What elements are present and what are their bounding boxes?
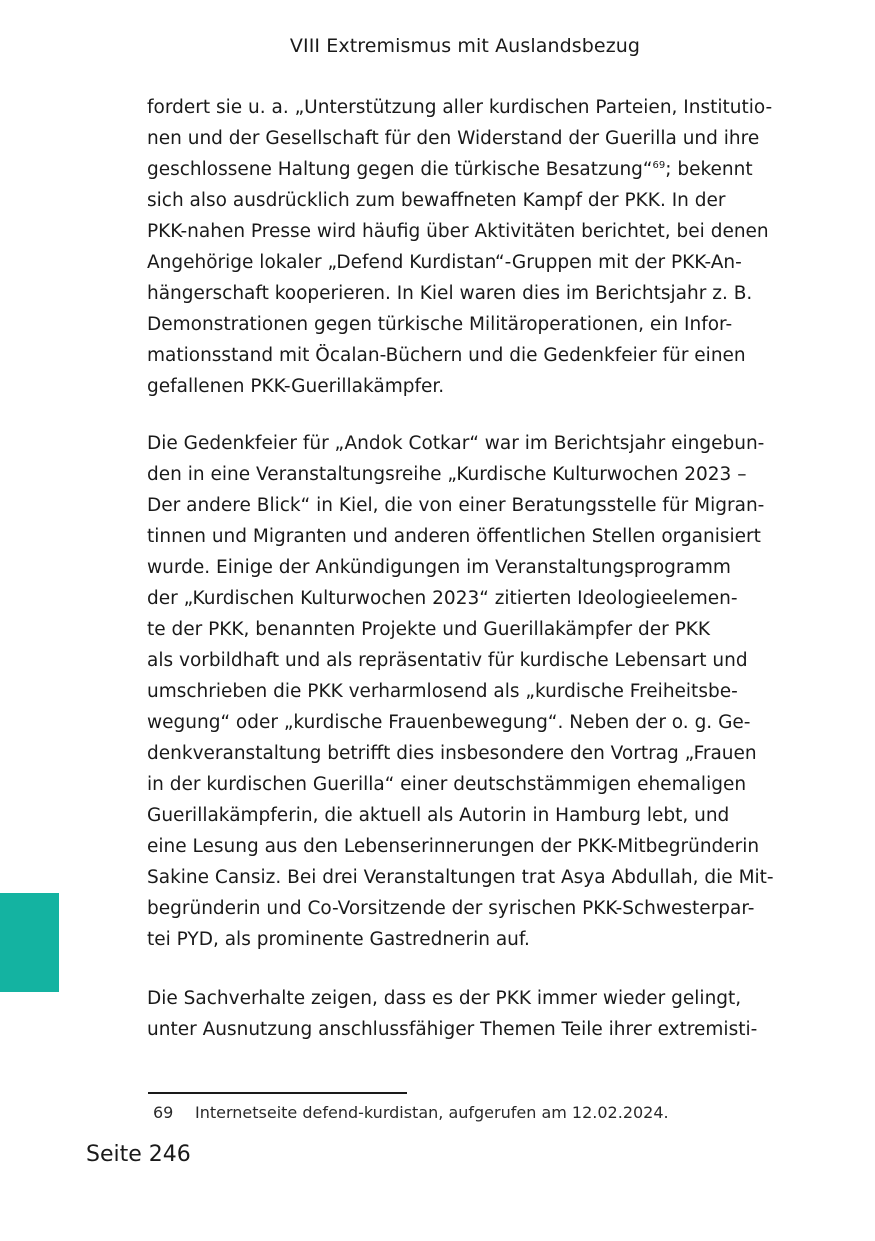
text-line: tei PYD, als prominente Gastrednerin auf. xyxy=(147,929,530,950)
text-line: nen und der Gesellschaft für den Widerstand der Guerilla und ihre xyxy=(147,128,760,149)
text-line: Demonstrationen gegen türkische Militäroperationen, ein Infor- xyxy=(147,314,733,335)
text-line: denkveranstaltung betrifft dies insbesondere den Vortrag „Frauen xyxy=(147,743,757,764)
text-line: den in eine Veranstaltungsreihe „Kurdische Kulturwochen 2023 – xyxy=(147,464,747,485)
text-line: mationsstand mit Öcalan-Büchern und die Gedenkfeier für einen xyxy=(147,345,746,366)
chapter-header: VIII Extremismus mit Auslandsbezug xyxy=(289,35,641,57)
text-line: tinnen und Migranten und anderen öffentlichen Stellen organisiert xyxy=(147,526,761,547)
body-paragraph-3 xyxy=(147,983,787,1045)
text-line: Angehörige lokaler „Defend Kurdistan“-Gruppen mit der PKK-An- xyxy=(147,252,742,273)
footnote-reference[interactable]: 69 xyxy=(652,160,666,171)
text-line: unter Ausnutzung anschlussfähiger Themen Teile ihrer extremisti- xyxy=(147,1019,758,1040)
text-line: wurde. Einige der Ankündigungen im Veranstaltungsprogramm xyxy=(147,557,731,578)
text-line: der „Kurdischen Kulturwochen 2023“ zitierten Ideologieelemen- xyxy=(147,588,738,609)
footnote-text: Internetseite defend-kurdistan, aufgerufen am 12.02.2024. xyxy=(195,1103,669,1122)
text-segment: ; bekennt xyxy=(665,159,753,180)
text-line: als vorbildhaft und als repräsentativ für kurdische Lebensart und xyxy=(147,650,748,671)
page-number: Seite 246 xyxy=(86,1142,191,1167)
text-line: begründerin und Co-Vorsitzende der syrischen PKK-Schwesterpar- xyxy=(147,898,755,919)
text-line: fordert sie u. a. „Unterstützung aller kurdischen Parteien, Institutio- xyxy=(147,97,773,118)
footnote xyxy=(153,1101,669,1125)
chapter-side-tab xyxy=(0,893,59,992)
text-line: hängerschaft kooperieren. In Kiel waren dies im Berichtsjahr z. B. xyxy=(147,283,753,304)
text-line: sich also ausdrücklich zum bewaffneten Kampf der PKK. In der xyxy=(147,190,726,211)
text-line: eine Lesung aus den Lebenserinnerungen der PKK-Mitbegründerin xyxy=(147,836,760,857)
footnote-divider xyxy=(148,1092,407,1094)
text-line: Der andere Blick“ in Kiel, die von einer Beratungsstelle für Migran- xyxy=(147,495,765,516)
text-line: gefallenen PKK-Guerillakämpfer. xyxy=(147,376,445,397)
body-paragraph-1 xyxy=(147,92,787,402)
text-line: Die Gedenkfeier für „Andok Cotkar“ war im Berichtsjahr eingebun- xyxy=(147,433,765,454)
text-line-with-footnote xyxy=(147,154,787,185)
text-line: wegung“ oder „kurdische Frauenbewegung“. Neben der o. g. Ge- xyxy=(147,712,751,733)
text-line: te der PKK, benannten Projekte und Guerillakämpfer der PKK xyxy=(147,619,711,640)
text-line: umschrieben die PKK verharmlosend als „kurdische Freiheitsbe- xyxy=(147,681,738,702)
text-line: in der kurdischen Guerilla“ einer deutschstämmigen ehemaligen xyxy=(147,774,747,795)
text-line: PKK-nahen Presse wird häufig über Aktivitäten berichtet, bei denen xyxy=(147,221,769,242)
text-line: Guerillakämpferin, die aktuell als Autorin in Hamburg lebt, und xyxy=(147,805,730,826)
text-line: Sakine Cansiz. Bei drei Veranstaltungen trat Asya Abdullah, die Mit- xyxy=(147,867,774,888)
footnote-number: 69 xyxy=(153,1103,174,1122)
text-segment: geschlossene Haltung gegen die türkische Besatzung“ xyxy=(147,159,653,180)
body-paragraph-2 xyxy=(147,428,787,955)
text-line: Die Sachverhalte zeigen, dass es der PKK immer wieder gelingt, xyxy=(147,988,742,1009)
